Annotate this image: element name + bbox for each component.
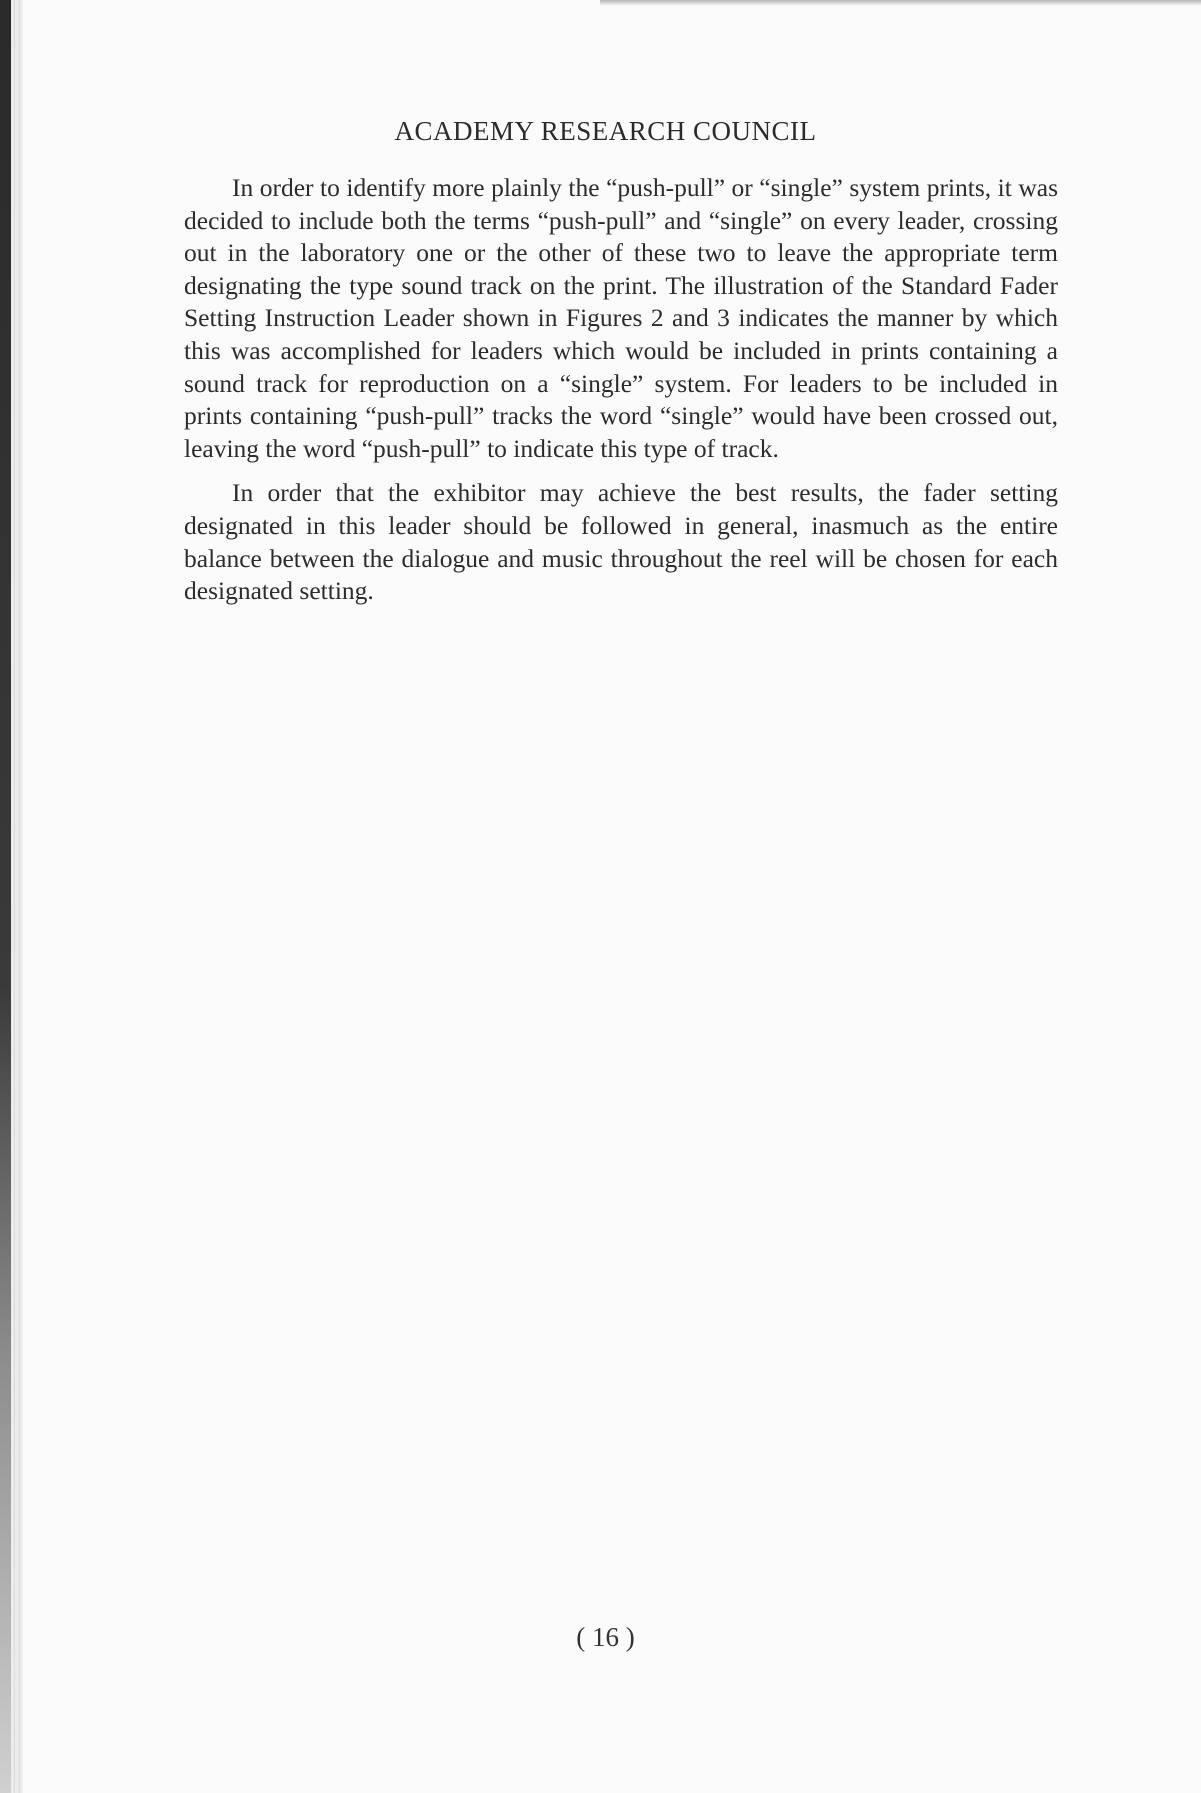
book-spine-edge [0, 0, 11, 1793]
paragraph-1: In order to identify more plainly the “push-pull” or “single” system prints, it was decided to include both the terms “push-pull” and “single” on every leader, crossing out in the laboratory one or the other of these two to leave the appropriate term designating the type sound track on the print. The illustration of the Standard Fader Setting Instruction Leader shown in Figures 2 and 3 indicates the manner by which this was accomplished for leaders which would be included in prints containing a sound track for reproduction on a “single” system. For leaders to be included in prints containing “push-pull” tracks the word “single” would have been crossed out, leaving the word “push-pull” to indicate this type of track. [184, 173, 1058, 463]
page-number: ( 16 ) [576, 1622, 635, 1652]
paragraph-2: In order that the exhibitor may achieve the best results, the fader setting designated in this leader should be followed in general, inasmuch as the entire balance between the dialogue and music throughout the reel will be chosen for each designated setting. [184, 478, 1058, 606]
page-stack-edge [11, 0, 23, 1793]
top-edge-shadow [600, 0, 1201, 6]
running-header: ACADEMY RESEARCH COUNCIL [394, 116, 817, 146]
body-text [184, 172, 1058, 608]
